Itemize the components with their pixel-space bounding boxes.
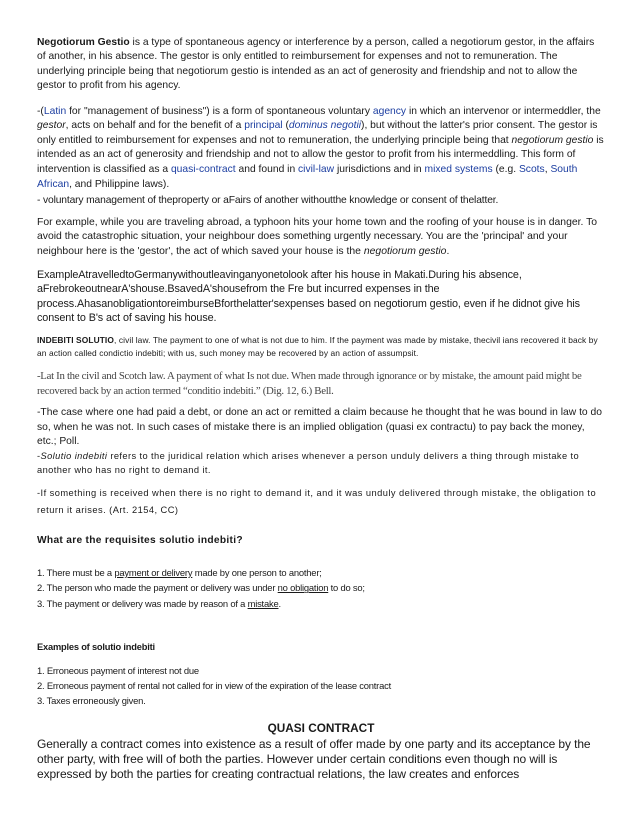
indebiti-solutio-definition	[37, 334, 605, 360]
text-fragment: (e.g.	[492, 164, 519, 175]
link-agency[interactable]: agency	[372, 105, 407, 117]
underlined-term: mistake	[247, 597, 279, 609]
list-item	[37, 596, 605, 611]
quasi-contract-heading: QUASI CONTRACT	[267, 720, 375, 735]
list-item: 3. Taxes erroneously given.	[37, 695, 146, 707]
text-fragment: For example, while you are traveling abroad, a typhoon hits your home town and the roofing of your house is in danger. To avoid the catastrophic situation, your neighbour does something urgently necessary. You are the 'principal' and your neighbour here is the 'gestor', the act of which saved your house is the	[37, 217, 598, 257]
text-fragment: 1. There must be a	[37, 567, 115, 578]
text-fragment: .	[278, 597, 281, 609]
text-fragment: in which an intervenor or intermeddler, the	[406, 105, 601, 117]
text-fragment: , acts on behalf and for the benefit of a	[65, 120, 245, 132]
text-fragment: , and Philippine laws).	[69, 178, 170, 190]
mistaken-payment-paragraph: -The case where one had paid a debt, or done an act or remitted a claim because he thought that he was bound in law to do so, when he was not. In such cases of mistake there is an implied obligation (quasi ex contractu) to pay back the money, etc.; Poll.	[37, 407, 602, 447]
list-item	[37, 565, 605, 580]
list-item: 1. Erroneous payment of interest not due	[37, 664, 199, 676]
text-fragment: -	[37, 451, 41, 461]
list-item: 2. Erroneous payment of rental not called for in view of the expiration of the lease contract	[37, 680, 392, 692]
term-solutio-indebiti: Solutio indebiti	[40, 451, 108, 461]
text-fragment: made by one person to another;	[192, 567, 322, 578]
text-fragment: 3. The payment or delivery was made by reason of a	[37, 597, 248, 609]
link-mixed-systems[interactable]: mixed systems	[424, 164, 493, 175]
juridical-relation-paragraph	[37, 449, 605, 477]
underlined-term: no obligation	[277, 582, 329, 594]
link-principal[interactable]: principal	[244, 120, 283, 132]
latin-civil-scotch-paragraph: -Lat In the civil and Scotch law. A payment of what Is not due. When made through ignorance or by mistake, the amount paid might be recovered back by an action termed “conditio indebiti.” (Dig. 12, 6.) Bell.	[37, 370, 582, 398]
latin-definition-paragraph	[37, 105, 605, 193]
requisites-list	[37, 565, 605, 611]
text-fragment: for "management of business") is a form of spontaneous voluntary	[66, 105, 373, 117]
term-negotiorum-gestio-italic: negotiorum gestio	[511, 134, 594, 146]
link-scots[interactable]: Scots	[518, 164, 545, 175]
examples-heading: Examples of solutio indebiti	[37, 641, 155, 652]
quasi-contract-paragraph: Generally a contract comes into existence as a result of offer made by one party and its acceptance by the other party, with free will of both the parties. However under certain conditions even though no will is expressed by both the parties for creating contractual relations, the law creates and enforces	[37, 736, 591, 781]
text-fragment: and found in	[235, 164, 299, 175]
term-dominus-negotii: dominus negotii	[288, 120, 362, 132]
requisites-heading: What are the requisites solutio indebiti?	[37, 535, 243, 546]
link-quasi-contract[interactable]: quasi-contract	[170, 164, 236, 175]
text-fragment: -(	[37, 105, 44, 117]
link-civil-law[interactable]: civil-law	[298, 164, 335, 175]
text-fragment: .	[446, 245, 450, 257]
term-negotiorum-gestio: Negotiorum Gestio	[37, 37, 130, 48]
makati-example-paragraph: ExampleAtravelledtoGermanywithoutleavinganyonetolook after his house in Makati.During his absence, aFrebrokeoutnearA'shouse.BsavedA'shousefrom the Fre but incurred expenses in the process.AhasanobligationtoreimburseBforthelatter'sexpenses based on negotiorum gestio, even if he didnot give his consent to B's act of saving his house.	[37, 268, 580, 325]
text-fragment: to do so;	[328, 582, 365, 594]
term-indebiti-solutio: INDEBITI SOLUTIO	[37, 334, 114, 345]
text-fragment: ,	[544, 164, 551, 175]
examples-list	[37, 663, 605, 709]
term-gestor: gestor	[37, 120, 66, 132]
definition-text: is a type of spontaneous agency or interference by a person, called a negotiorum gestor, in the affairs of another, in his absence. The gestor is only entitled to reimbursement for expenses and not to remuneration. The underlying principle being that negotiorum gestio is intended as an act of generosity and friendship and not to allow the gestor to profit from his agency.	[37, 37, 595, 92]
link-latin[interactable]: Latin	[43, 105, 67, 117]
voluntary-management-paragraph: - voluntary management of theproperty or aFairs of another withoutthe knowledge or consent of thelatter.	[37, 195, 499, 207]
text-fragment: is intended as an act of generosity and friendship and not to allow the gestor to profit from his intermeddling. This form of intervention is classified as a	[37, 134, 604, 175]
article-2154-paragraph: -If something is received when there is no right to demand it, and it was unduly delivered through mistake, the obligation to return it arises. (Art. 2154, CC)	[37, 488, 597, 515]
term-negotiorum-gestio-italic: negotiorum gestio	[363, 245, 447, 257]
underlined-term: payment or delivery	[114, 567, 193, 578]
text-fragment: refers to the juridical relation which arises whenever a person unduly delivers a thing through mistake to another who has no right to demand it.	[37, 451, 580, 475]
typhoon-example-paragraph	[37, 216, 605, 259]
text-fragment: (	[282, 120, 289, 132]
link-south-african[interactable]: South African	[37, 164, 578, 190]
text-fragment: 2. The person who made the payment or delivery was under	[37, 582, 278, 594]
text-fragment: ), but without the latter's prior consent. The gestor is only entitled to reimbursement for expenses and not to remuneration, the underlying principle being that	[37, 120, 598, 146]
list-item	[37, 580, 605, 595]
text-fragment: jurisdictions and in	[334, 164, 425, 175]
definition-text: , civil law. The payment to one of what is not due to him. If the payment was made by mistake, thecivil ians recovered it back by an action called condictio indebiti; with us, such money may be recovered by an action of assumpsit.	[37, 334, 598, 358]
negotiorum-gestio-definition	[37, 36, 605, 94]
